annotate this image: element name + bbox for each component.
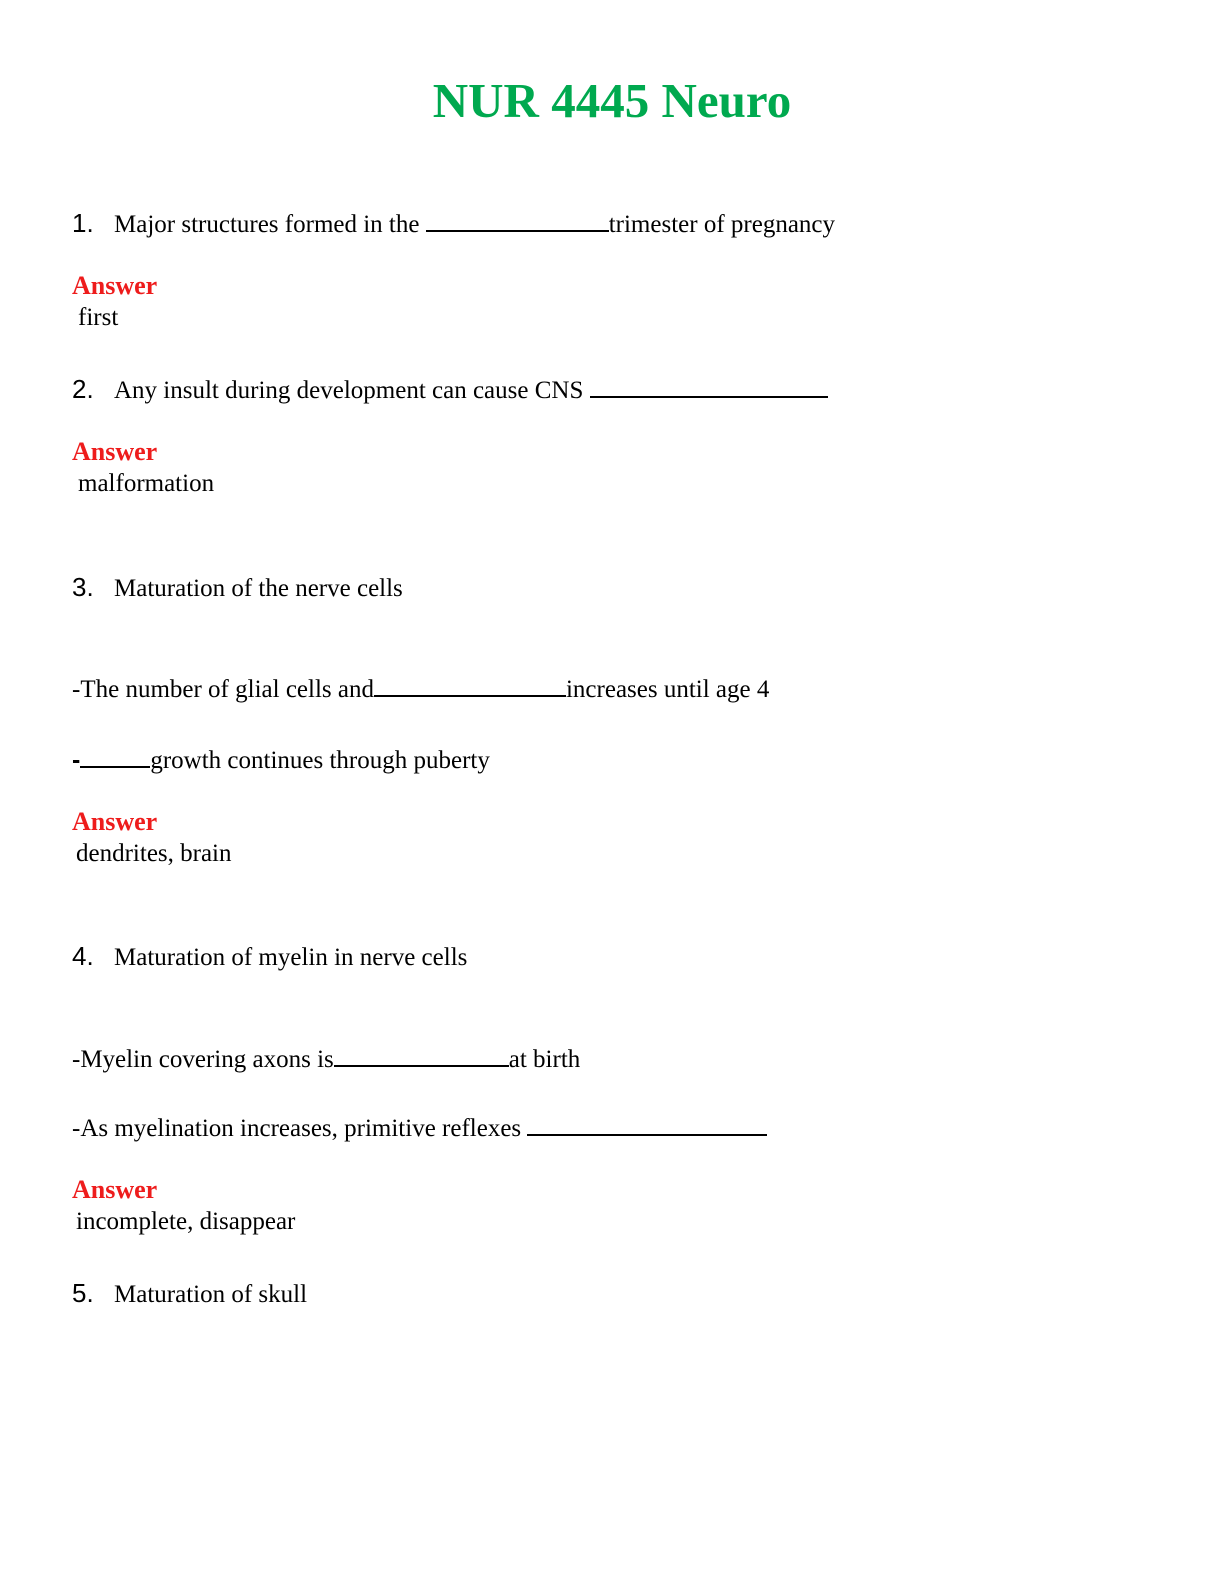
- fill-blank: [527, 1112, 767, 1136]
- answer-text: dendrites, brain: [76, 840, 232, 867]
- question-2: [72, 374, 828, 406]
- fill-blank: [374, 673, 566, 697]
- question-number: 2.: [72, 374, 94, 404]
- fill-blank: [590, 374, 828, 398]
- line-text-after: at birth: [508, 1046, 581, 1073]
- fill-blank: [426, 208, 609, 232]
- question-text: Maturation of the nerve cells: [114, 575, 403, 602]
- answer-text: malformation: [78, 470, 215, 497]
- question-text-after: trimester of pregnancy: [608, 211, 836, 238]
- question-number: 1.: [72, 208, 94, 238]
- question-4-line-2: [72, 1112, 767, 1144]
- question-text: Any insult during development can cause CNS: [114, 377, 590, 404]
- question-text: Maturation of skull: [114, 1281, 308, 1308]
- question-3-line-2: [72, 744, 490, 776]
- question-number: 3.: [72, 572, 94, 602]
- line-text: -The number of glial cells and: [72, 676, 374, 703]
- answer-label: Answer: [72, 807, 158, 836]
- line-text-after: growth continues through puberty: [150, 747, 490, 774]
- answer-label: Answer: [72, 1175, 158, 1204]
- question-text: Major structures formed in the: [114, 211, 426, 238]
- question-text: Maturation of myelin in nerve cells: [114, 944, 468, 971]
- question-4-line-1: [72, 1043, 580, 1075]
- question-number: 5.: [72, 1278, 94, 1308]
- question-3-line-1: [72, 673, 769, 705]
- answer-label: Answer: [72, 271, 158, 300]
- dash-mark: -: [72, 746, 81, 774]
- answer-label: Answer: [72, 437, 158, 466]
- fill-blank: [334, 1043, 509, 1067]
- line-text-after: increases until age 4: [565, 676, 770, 703]
- question-4: [72, 941, 467, 973]
- question-1: [72, 208, 835, 240]
- fill-blank: [80, 744, 150, 768]
- answer-text: first: [78, 304, 119, 331]
- answer-text: incomplete, disappear: [76, 1208, 296, 1235]
- question-5: [72, 1278, 307, 1310]
- page-title: NUR 4445 Neuro: [432, 73, 792, 128]
- question-number: 4.: [72, 941, 94, 971]
- line-text: -Myelin covering axons is: [72, 1046, 334, 1073]
- question-3: [72, 572, 403, 604]
- line-text: -As myelination increases, primitive reflexes: [72, 1115, 528, 1142]
